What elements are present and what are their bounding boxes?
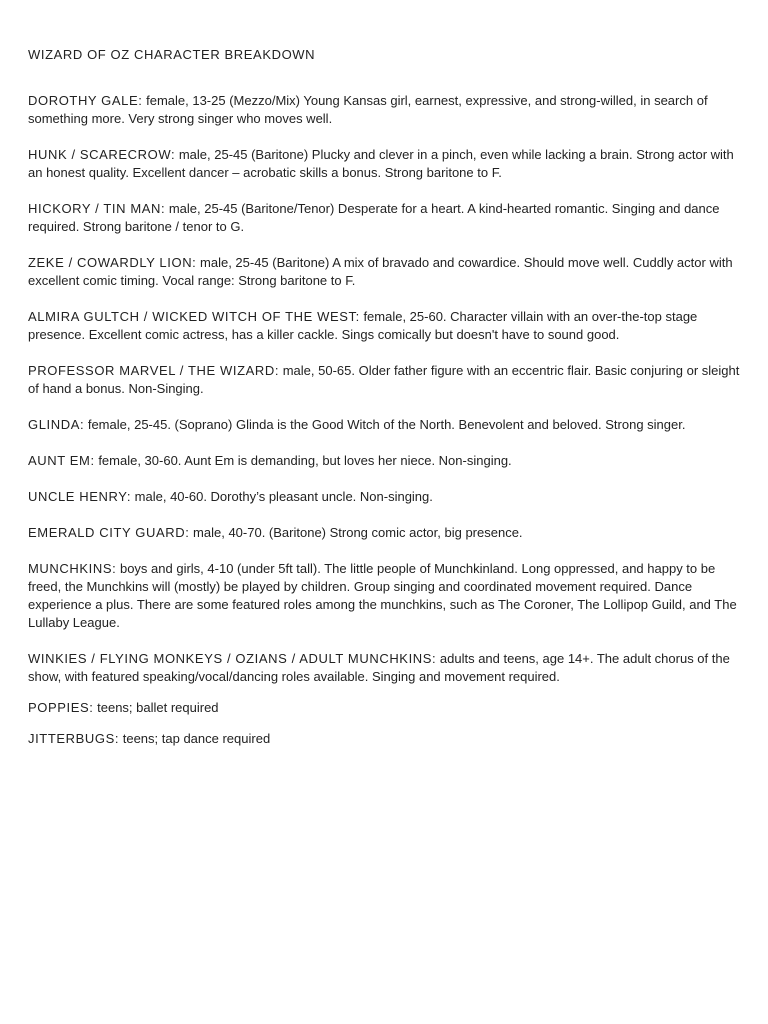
character-description: female, 13-25 (Mezzo/Mix) Young Kansas girl, earnest, expressive, and strong-willed, in search of something more. Very strong singer who moves well. [28,93,708,126]
character-entry-dorothy [28,92,743,128]
character-entry-aunt-em [28,452,743,470]
character-role: AUNT EM: [28,453,95,468]
character-role: HUNK / SCARECROW: [28,147,176,162]
character-description: male, 25-45 (Baritone/Tenor) Desperate for a heart. A kind-hearted romantic. Singing and dance required. Strong baritone / tenor to G. [28,201,720,234]
character-entry-ensemble [28,650,743,686]
character-description: female, 30-60. Aunt Em is demanding, but loves her niece. Non-singing. [98,453,512,468]
character-role: PROFESSOR MARVEL / THE WIZARD: [28,363,280,378]
character-entry-scarecrow [28,146,743,182]
character-role: UNCLE HENRY: [28,489,132,504]
character-description: male, 40-70. (Baritone) Strong comic actor, big presence. [193,525,523,540]
character-description: male, 25-45 (Baritone) Plucky and clever in a pinch, even while lacking a brain. Strong actor with an honest quality. Excellent dancer – acrobatic skills a bonus. Strong baritone to F. [28,147,734,180]
character-entry-emerald-city-guard [28,524,743,542]
character-role: WINKIES / FLYING MONKEYS / OZIANS / ADULT MUNCHKINS: [28,651,437,666]
character-entry-wicked-witch [28,308,743,344]
document-title: WIZARD OF OZ CHARACTER BREAKDOWN [28,47,316,62]
character-entry-jitterbugs [28,730,743,748]
character-description: female, 25-45. (Soprano) Glinda is the Good Witch of the North. Benevolent and beloved. Strong singer. [87,417,686,432]
character-description: male, 25-45 (Baritone) A mix of bravado and cowardice. Should move well. Cuddly actor with excellent comic timing. Vocal range: Strong baritone to F. [28,255,733,288]
character-entry-wizard [28,362,743,398]
character-description: adults and teens, age 14+. The adult chorus of the show, with featured speaking/vocal/dancing roles available. Singing and movement required. [28,651,730,684]
character-role: JITTERBUGS: [28,731,120,746]
character-role: DOROTHY GALE: [28,93,143,108]
character-role: POPPIES: [28,700,94,715]
character-entry-uncle-henry [28,488,743,506]
character-role: GLINDA: [28,417,85,432]
character-entry-tin-man [28,200,743,236]
character-description: male, 40-60. Dorothy’s pleasant uncle. Non-singing. [134,489,433,504]
character-entry-poppies [28,699,743,717]
character-description: teens; tap dance required [122,731,271,746]
character-role: ALMIRA GULTCH / WICKED WITCH OF THE WEST: [28,309,360,324]
character-entry-munchkins [28,560,743,632]
character-description: teens; ballet required [97,700,219,715]
character-entry-cowardly-lion [28,254,743,290]
character-role: ZEKE / COWARDLY LION: [28,255,197,270]
character-role: EMERALD CITY GUARD: [28,525,190,540]
character-description: male, 50-65. Older father figure with an eccentric flair. Basic conjuring or sleight of hand a bonus. Non-Singing. [28,363,740,396]
character-description: boys and girls, 4-10 (under 5ft tall). The little people of Munchkinland. Long oppressed, and happy to be freed, the Munchkins will (mostly) be played by children. Group singing and coordinated movement required. Dance experience a plus. There are some featured roles among the munchkins, such as The Coroner, The Lollipop Guild, and The Lullaby League. [28,561,737,630]
character-role: HICKORY / TIN MAN: [28,201,166,216]
character-role: MUNCHKINS: [28,561,117,576]
character-description: female, 25-60. Character villain with an over-the-top stage presence. Excellent comic actress, has a killer cackle. Sings comically but doesn't have to sound good. [28,309,698,342]
character-entry-glinda [28,416,743,434]
